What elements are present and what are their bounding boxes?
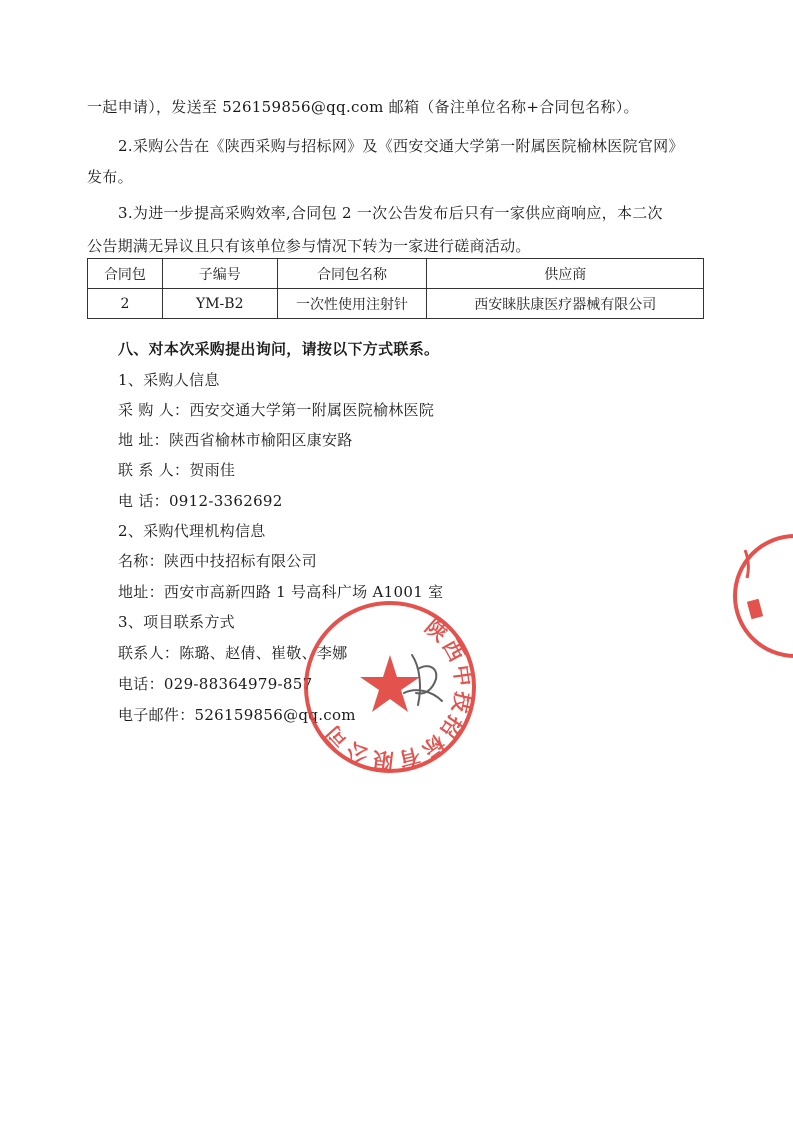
project-heading: 3、项目联系方式 <box>118 613 235 631</box>
company-seal-icon <box>300 597 480 777</box>
contract-table <box>87 258 704 319</box>
buyer-phone: 电 话：0912-3362692 <box>118 492 283 510</box>
agency-name: 名称：陕西中技招标有限公司 <box>118 552 317 570</box>
table-header-cell: 合同包名称 <box>277 259 427 289</box>
table-cell: 西安睐肤康医疗器械有限公司 <box>427 289 704 319</box>
table-header-cell: 合同包 <box>88 259 163 289</box>
buyer-contact: 联 系 人：贺雨佳 <box>118 461 236 479</box>
table-cell: 2 <box>88 289 163 319</box>
table-row <box>88 289 704 319</box>
seal-text: 陕西中技招标有限公司 <box>317 613 477 774</box>
paragraph-2-line-2: 发布。 <box>87 168 133 186</box>
buyer-name: 采 购 人：西安交通大学第一附属医院榆林医院 <box>118 401 435 419</box>
table-header-row <box>88 259 704 289</box>
partial-seal-icon <box>725 530 793 665</box>
table-cell: 一次性使用注射针 <box>277 289 427 319</box>
table-cell: YM-B2 <box>162 289 277 319</box>
project-phone: 电话：029-88364979-857 <box>118 675 313 693</box>
paragraph-3-line-1: 3.为进一步提高采购效率,合同包 2 一次公告发布后只有一家供应商响应，本二次 <box>118 204 663 222</box>
agency-address: 地址：西安市高新四路 1 号高科广场 A1001 室 <box>118 583 444 601</box>
paragraph-1-line-1: 一起申请），发送至 526159856@qq.com 邮箱（备注单位名称+合同包名称）。 <box>87 98 639 116</box>
agency-heading: 2、采购代理机构信息 <box>118 522 266 540</box>
project-email: 电子邮件：526159856@qq.com <box>118 706 356 724</box>
buyer-address: 地 址：陕西省榆林市榆阳区康安路 <box>118 431 353 449</box>
table-header-cell: 供应商 <box>427 259 704 289</box>
section-8-title: 八、对本次采购提出询问，请按以下方式联系。 <box>118 340 440 358</box>
svg-text:陕西中技招标有限公司 <box>318 614 477 774</box>
project-contacts: 联系人：陈璐、赵倩、崔敬、李娜 <box>118 644 348 662</box>
buyer-heading: 1、采购人信息 <box>118 371 220 389</box>
table-header-cell: 子编号 <box>162 259 277 289</box>
paragraph-3-line-2: 公告期满无异议且只有该单位参与情况下转为一家进行磋商活动。 <box>87 237 531 255</box>
paragraph-2-line-1: 2.采购公告在《陕西采购与招标网》及《西安交通大学第一附属医院榆林医院官网》 <box>118 137 684 155</box>
